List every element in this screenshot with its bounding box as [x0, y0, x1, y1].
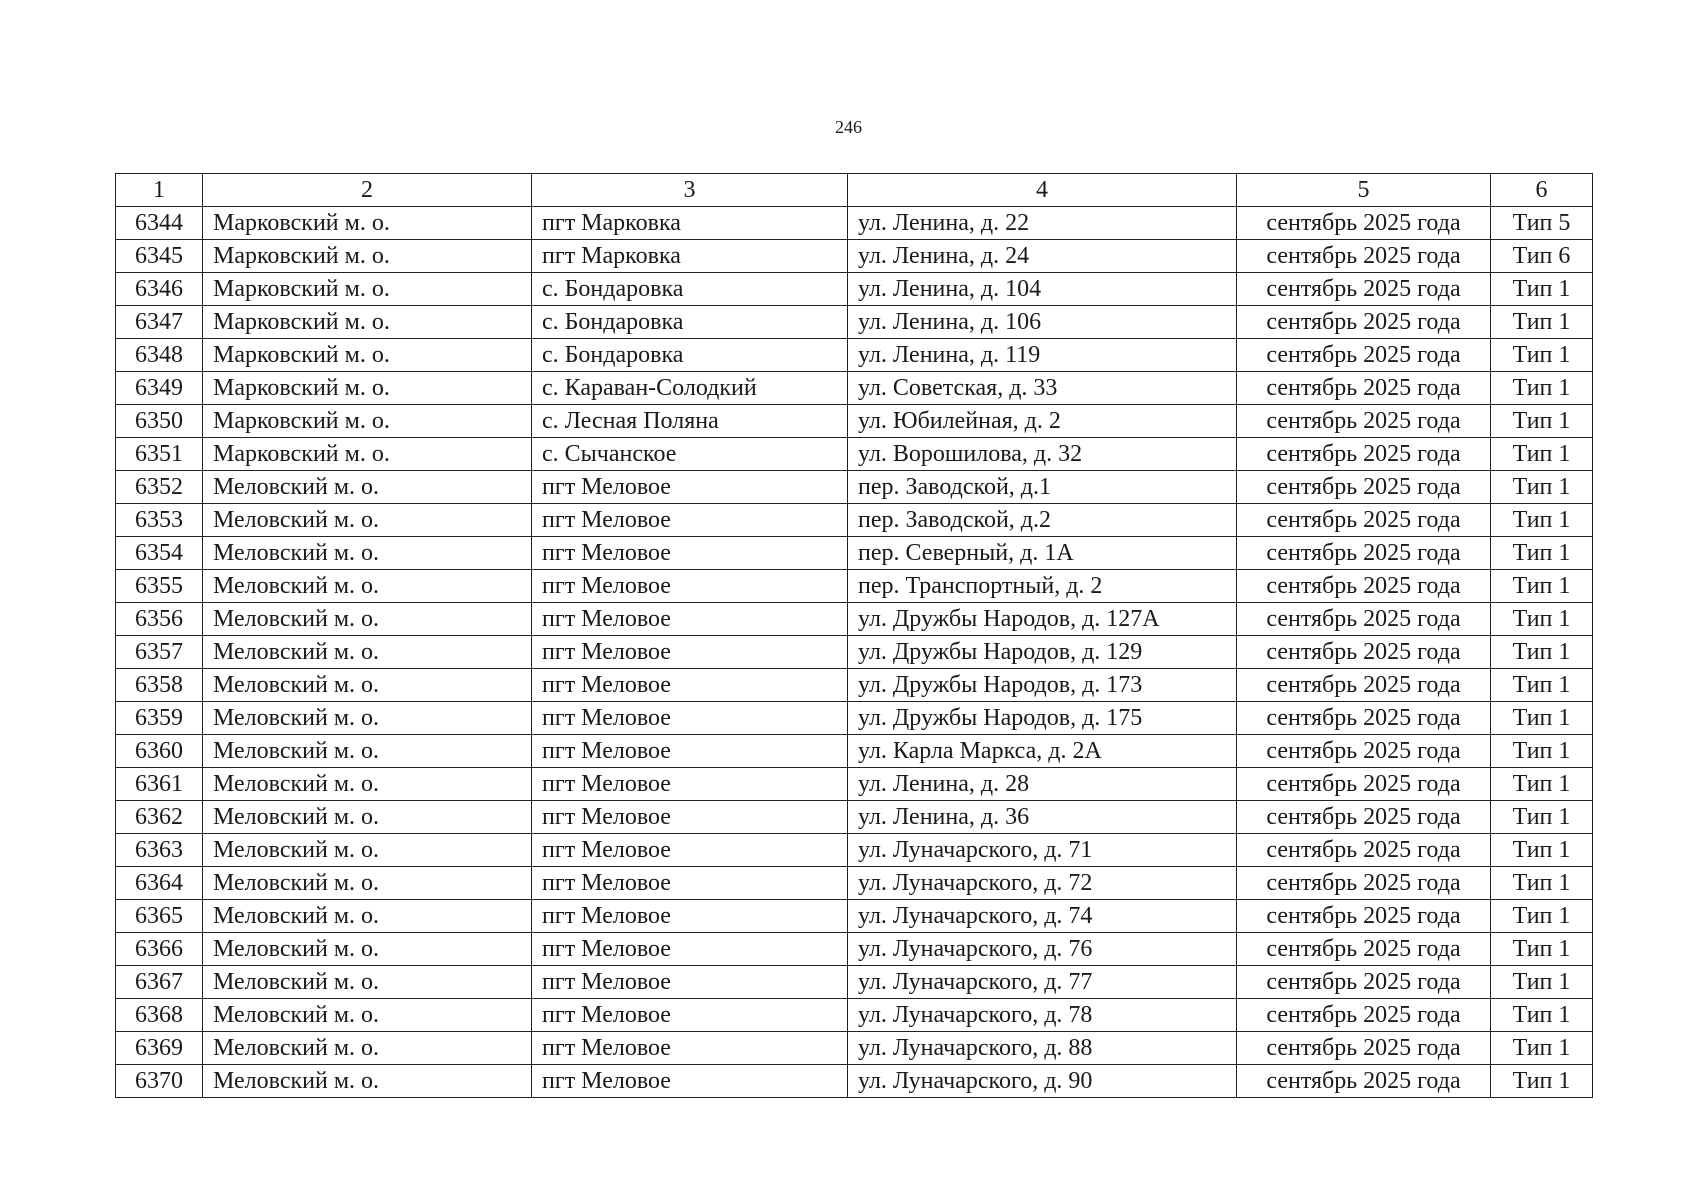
table-row [116, 966, 1593, 999]
district-cell: Меловский м. о. [203, 702, 532, 735]
row-number-cell: 6364 [116, 867, 203, 900]
type-cell: Тип 1 [1491, 471, 1593, 504]
date-cell: сентябрь 2025 года [1237, 504, 1491, 537]
date-cell: сентябрь 2025 года [1237, 207, 1491, 240]
address-cell: ул. Ленина, д. 119 [848, 339, 1237, 372]
page-number: 246 [835, 117, 862, 137]
date-cell: сентябрь 2025 года [1237, 537, 1491, 570]
header-row [116, 174, 1593, 207]
district-cell: Меловский м. о. [203, 768, 532, 801]
settlement-cell: пгт Меловое [532, 504, 848, 537]
type-cell: Тип 1 [1491, 900, 1593, 933]
date-cell: сентябрь 2025 года [1237, 636, 1491, 669]
row-number-cell: 6370 [116, 1065, 203, 1098]
table-row [116, 702, 1593, 735]
type-cell: Тип 1 [1491, 1032, 1593, 1065]
settlement-cell: пгт Меловое [532, 702, 848, 735]
column-header: 2 [203, 174, 532, 207]
table-row [116, 669, 1593, 702]
table-row [116, 867, 1593, 900]
type-cell: Тип 5 [1491, 207, 1593, 240]
address-cell: ул. Карла Маркса, д. 2А [848, 735, 1237, 768]
settlement-cell: пгт Меловое [532, 603, 848, 636]
row-number-cell: 6350 [116, 405, 203, 438]
address-cell: ул. Луначарского, д. 90 [848, 1065, 1237, 1098]
table-row [116, 735, 1593, 768]
district-cell: Меловский м. о. [203, 1032, 532, 1065]
row-number-cell: 6361 [116, 768, 203, 801]
district-cell: Меловский м. о. [203, 504, 532, 537]
table-row [116, 603, 1593, 636]
date-cell: сентябрь 2025 года [1237, 1032, 1491, 1065]
settlement-cell: пгт Меловое [532, 636, 848, 669]
type-cell: Тип 1 [1491, 735, 1593, 768]
settlement-cell: с. Бондаровка [532, 273, 848, 306]
address-cell: ул. Дружбы Народов, д. 175 [848, 702, 1237, 735]
district-cell: Меловский м. о. [203, 834, 532, 867]
address-cell: ул. Луначарского, д. 74 [848, 900, 1237, 933]
row-number-cell: 6354 [116, 537, 203, 570]
date-cell: сентябрь 2025 года [1237, 240, 1491, 273]
row-number-cell: 6359 [116, 702, 203, 735]
address-cell: ул. Дружбы Народов, д. 127А [848, 603, 1237, 636]
settlement-cell: пгт Марковка [532, 207, 848, 240]
date-cell: сентябрь 2025 года [1237, 933, 1491, 966]
table-row [116, 636, 1593, 669]
district-cell: Меловский м. о. [203, 867, 532, 900]
table-header [116, 174, 1593, 207]
row-number-cell: 6345 [116, 240, 203, 273]
address-cell: ул. Луначарского, д. 72 [848, 867, 1237, 900]
data-table [115, 173, 1593, 1098]
district-cell: Меловский м. о. [203, 999, 532, 1032]
type-cell: Тип 1 [1491, 834, 1593, 867]
row-number-cell: 6352 [116, 471, 203, 504]
date-cell: сентябрь 2025 года [1237, 702, 1491, 735]
type-cell: Тип 1 [1491, 867, 1593, 900]
settlement-cell: с. Сычанское [532, 438, 848, 471]
district-cell: Марковский м. о. [203, 273, 532, 306]
row-number-cell: 6346 [116, 273, 203, 306]
table-row [116, 438, 1593, 471]
date-cell: сентябрь 2025 года [1237, 339, 1491, 372]
date-cell: сентябрь 2025 года [1237, 273, 1491, 306]
settlement-cell: пгт Меловое [532, 1065, 848, 1098]
settlement-cell: пгт Меловое [532, 867, 848, 900]
table-row [116, 1032, 1593, 1065]
type-cell: Тип 1 [1491, 537, 1593, 570]
row-number-cell: 6360 [116, 735, 203, 768]
type-cell: Тип 1 [1491, 1065, 1593, 1098]
district-cell: Меловский м. о. [203, 603, 532, 636]
district-cell: Меловский м. о. [203, 933, 532, 966]
district-cell: Меловский м. о. [203, 735, 532, 768]
district-cell: Марковский м. о. [203, 306, 532, 339]
address-cell: ул. Луначарского, д. 71 [848, 834, 1237, 867]
date-cell: сентябрь 2025 года [1237, 405, 1491, 438]
type-cell: Тип 1 [1491, 768, 1593, 801]
type-cell: Тип 1 [1491, 966, 1593, 999]
row-number-cell: 6349 [116, 372, 203, 405]
date-cell: сентябрь 2025 года [1237, 900, 1491, 933]
table-row [116, 405, 1593, 438]
type-cell: Тип 1 [1491, 801, 1593, 834]
district-cell: Марковский м. о. [203, 207, 532, 240]
settlement-cell: с. Лесная Поляна [532, 405, 848, 438]
table-row [116, 306, 1593, 339]
row-number-cell: 6356 [116, 603, 203, 636]
row-number-cell: 6353 [116, 504, 203, 537]
settlement-cell: пгт Меловое [532, 933, 848, 966]
type-cell: Тип 1 [1491, 933, 1593, 966]
settlement-cell: пгт Меловое [532, 669, 848, 702]
row-number-cell: 6367 [116, 966, 203, 999]
district-cell: Меловский м. о. [203, 1065, 532, 1098]
column-header: 6 [1491, 174, 1593, 207]
row-number-cell: 6362 [116, 801, 203, 834]
district-cell: Марковский м. о. [203, 372, 532, 405]
address-cell: ул. Ленина, д. 106 [848, 306, 1237, 339]
type-cell: Тип 1 [1491, 603, 1593, 636]
date-cell: сентябрь 2025 года [1237, 570, 1491, 603]
date-cell: сентябрь 2025 года [1237, 306, 1491, 339]
table-body [116, 207, 1593, 1098]
column-header: 4 [848, 174, 1237, 207]
type-cell: Тип 1 [1491, 636, 1593, 669]
address-cell: ул. Дружбы Народов, д. 173 [848, 669, 1237, 702]
district-cell: Марковский м. о. [203, 339, 532, 372]
address-cell: ул. Ленина, д. 24 [848, 240, 1237, 273]
date-cell: сентябрь 2025 года [1237, 768, 1491, 801]
address-cell: ул. Ленина, д. 104 [848, 273, 1237, 306]
column-header: 1 [116, 174, 203, 207]
row-number-cell: 6347 [116, 306, 203, 339]
type-cell: Тип 1 [1491, 372, 1593, 405]
table-row [116, 537, 1593, 570]
settlement-cell: пгт Меловое [532, 966, 848, 999]
settlement-cell: пгт Меловое [532, 999, 848, 1032]
district-cell: Марковский м. о. [203, 240, 532, 273]
table-row [116, 900, 1593, 933]
district-cell: Меловский м. о. [203, 966, 532, 999]
row-number-cell: 6369 [116, 1032, 203, 1065]
row-number-cell: 6358 [116, 669, 203, 702]
address-cell: ул. Дружбы Народов, д. 129 [848, 636, 1237, 669]
date-cell: сентябрь 2025 года [1237, 999, 1491, 1032]
table-row [116, 768, 1593, 801]
date-cell: сентябрь 2025 года [1237, 966, 1491, 999]
settlement-cell: пгт Меловое [532, 735, 848, 768]
row-number-cell: 6357 [116, 636, 203, 669]
settlement-cell: пгт Меловое [532, 900, 848, 933]
row-number-cell: 6355 [116, 570, 203, 603]
type-cell: Тип 1 [1491, 504, 1593, 537]
row-number-cell: 6365 [116, 900, 203, 933]
settlement-cell: с. Бондаровка [532, 339, 848, 372]
type-cell: Тип 1 [1491, 339, 1593, 372]
settlement-cell: пгт Меловое [532, 768, 848, 801]
date-cell: сентябрь 2025 года [1237, 801, 1491, 834]
table-row [116, 240, 1593, 273]
district-cell: Марковский м. о. [203, 405, 532, 438]
type-cell: Тип 1 [1491, 999, 1593, 1032]
address-cell: ул. Ленина, д. 28 [848, 768, 1237, 801]
address-cell: ул. Луначарского, д. 76 [848, 933, 1237, 966]
address-cell: ул. Луначарского, д. 78 [848, 999, 1237, 1032]
type-cell: Тип 1 [1491, 669, 1593, 702]
address-cell: пер. Северный, д. 1А [848, 537, 1237, 570]
date-cell: сентябрь 2025 года [1237, 372, 1491, 405]
settlement-cell: с. Караван-Солодкий [532, 372, 848, 405]
column-header: 3 [532, 174, 848, 207]
table-row [116, 273, 1593, 306]
row-number-cell: 6368 [116, 999, 203, 1032]
table-row [116, 504, 1593, 537]
type-cell: Тип 1 [1491, 306, 1593, 339]
address-cell: ул. Советская, д. 33 [848, 372, 1237, 405]
column-header: 5 [1237, 174, 1491, 207]
address-cell: ул. Ленина, д. 22 [848, 207, 1237, 240]
table-row [116, 570, 1593, 603]
district-cell: Меловский м. о. [203, 471, 532, 504]
settlement-cell: с. Бондаровка [532, 306, 848, 339]
address-cell: ул. Ленина, д. 36 [848, 801, 1237, 834]
table-row [116, 372, 1593, 405]
table-row [116, 933, 1593, 966]
type-cell: Тип 1 [1491, 438, 1593, 471]
table-row [116, 1065, 1593, 1098]
settlement-cell: пгт Меловое [532, 537, 848, 570]
address-cell: ул. Луначарского, д. 77 [848, 966, 1237, 999]
row-number-cell: 6363 [116, 834, 203, 867]
date-cell: сентябрь 2025 года [1237, 1065, 1491, 1098]
address-cell: ул. Юбилейная, д. 2 [848, 405, 1237, 438]
settlement-cell: пгт Меловое [532, 1032, 848, 1065]
district-cell: Меловский м. о. [203, 900, 532, 933]
date-cell: сентябрь 2025 года [1237, 438, 1491, 471]
address-cell: ул. Луначарского, д. 88 [848, 1032, 1237, 1065]
address-cell: пер. Заводской, д.1 [848, 471, 1237, 504]
district-cell: Меловский м. о. [203, 801, 532, 834]
row-number-cell: 6351 [116, 438, 203, 471]
type-cell: Тип 1 [1491, 405, 1593, 438]
date-cell: сентябрь 2025 года [1237, 669, 1491, 702]
type-cell: Тип 1 [1491, 273, 1593, 306]
district-cell: Меловский м. о. [203, 570, 532, 603]
date-cell: сентябрь 2025 года [1237, 834, 1491, 867]
table-row [116, 801, 1593, 834]
table-row [116, 339, 1593, 372]
address-cell: пер. Транспортный, д. 2 [848, 570, 1237, 603]
row-number-cell: 6344 [116, 207, 203, 240]
table-row [116, 834, 1593, 867]
district-cell: Марковский м. о. [203, 438, 532, 471]
settlement-cell: пгт Марковка [532, 240, 848, 273]
type-cell: Тип 6 [1491, 240, 1593, 273]
settlement-cell: пгт Меловое [532, 471, 848, 504]
address-cell: пер. Заводской, д.2 [848, 504, 1237, 537]
row-number-cell: 6348 [116, 339, 203, 372]
district-cell: Меловский м. о. [203, 636, 532, 669]
table-row [116, 999, 1593, 1032]
settlement-cell: пгт Меловое [532, 801, 848, 834]
settlement-cell: пгт Меловое [532, 834, 848, 867]
table-row [116, 207, 1593, 240]
district-cell: Меловский м. о. [203, 669, 532, 702]
row-number-cell: 6366 [116, 933, 203, 966]
settlement-cell: пгт Меловое [532, 570, 848, 603]
type-cell: Тип 1 [1491, 570, 1593, 603]
date-cell: сентябрь 2025 года [1237, 471, 1491, 504]
date-cell: сентябрь 2025 года [1237, 735, 1491, 768]
address-cell: ул. Ворошилова, д. 32 [848, 438, 1237, 471]
date-cell: сентябрь 2025 года [1237, 603, 1491, 636]
district-cell: Меловский м. о. [203, 537, 532, 570]
type-cell: Тип 1 [1491, 702, 1593, 735]
table-row [116, 471, 1593, 504]
date-cell: сентябрь 2025 года [1237, 867, 1491, 900]
